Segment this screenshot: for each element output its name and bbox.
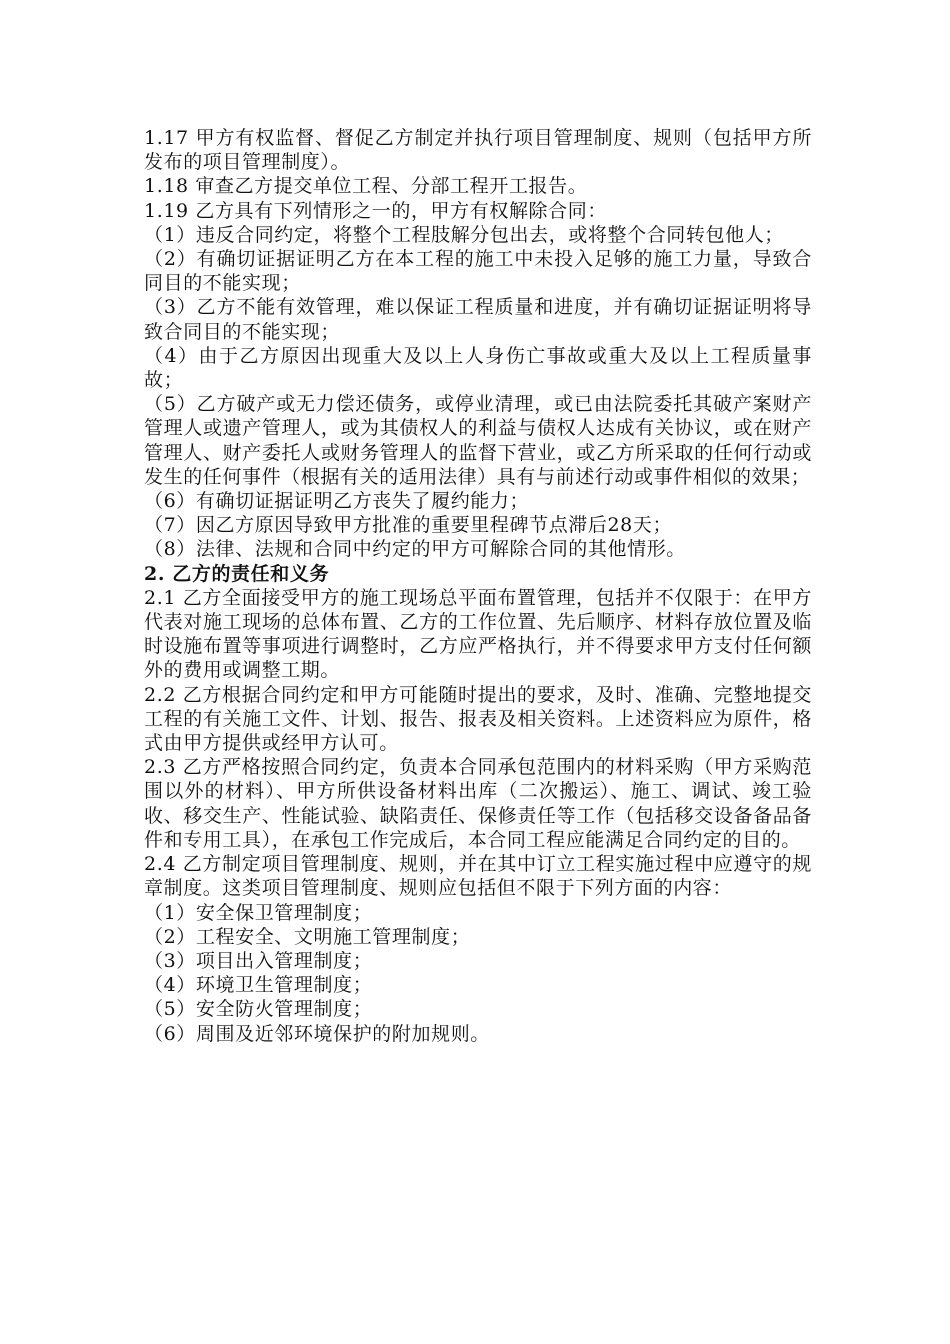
paragraph-2-4: 2.4 乙方制定项目管理制度、规则，并在其中订立工程实施过程中应遵守的规章制度。这类项目管理制度、规则应包括但不限于下列方面的内容：: [144, 853, 812, 900]
paragraph-1-17: 1.17 甲方有权监督、督促乙方制定并执行项目管理制度、规则（包括甲方所发布的项目管理制度）。: [144, 127, 812, 174]
list-item-2-4-6: （6）周围及近邻环境保护的附加规则。: [144, 1022, 490, 1045]
paragraph-2-2: 2.2 乙方根据合同约定和甲方可能随时提出的要求，及时、准确、完整地提交工程的有关施工文件、计划、报告、报表及相关资料。上述资料应为原件，格式由甲方提供或经甲方认可。: [144, 683, 812, 755]
paragraph-1-18: 1.18 审查乙方提交单位工程、分部工程开工报告。: [144, 175, 588, 198]
list-item-1-19-4: （4）由于乙方原因出现重大及以上人身伤亡事故或重大及以上工程质量事故；: [144, 344, 812, 392]
list-item-1-19-3: （3）乙方不能有效管理，难以保证工程质量和进度，并有确切证据证明将导致合同目的不能实现；: [144, 296, 812, 343]
list-item-2-4-5: （5）安全防火管理制度；: [144, 998, 373, 1021]
list-item-2-4-4: （4）环境卫生管理制度；: [144, 974, 373, 997]
list-item-1-19-6: （6）有确切证据证明乙方丧失了履约能力；: [144, 490, 530, 513]
list-item-1-19-7: （7）因乙方原因导致甲方批准的重要里程碑节点滞后28天；: [144, 514, 673, 537]
list-item-1-19-5: （5）乙方破产或无力偿还债务，或停业清理，或已由法院委托其破产案财产管理人或遗产管理人，或为其债权人的利益与债权人达成有关协议，或在财产管理人、财产委托人或财务管理人的监督下营业，或乙方所采取的任何行动或发生的任何事件（根据有关的适用法律）具有与前述行动或事件相似的效果；: [144, 393, 812, 488]
list-item-2-4-3: （3）项目出入管理制度；: [144, 949, 373, 972]
paragraph-1-19: 1.19 乙方具有下列情形之一的，甲方有权解除合同：: [144, 199, 607, 222]
list-item-1-19-8: （8）法律、法规和合同中约定的甲方可解除合同的其他情形。: [144, 538, 686, 561]
list-item-2-4-1: （1）安全保卫管理制度；: [144, 901, 373, 924]
list-item-2-4-2: （2）工程安全、文明施工管理制度；: [144, 925, 471, 948]
document-body: [144, 126, 812, 1046]
paragraph-2-1: 2.1 乙方全面接受甲方的施工现场总平面布置管理，包括并不仅限于：在甲方代表对施工现场的总体布置、乙方的工作位置、先后顺序、材料存放位置及临时设施布置等事项进行调整时，乙方应严格执行，并不得要求甲方支付任何额外的费用或调整工期。: [144, 586, 812, 682]
section-heading-2: 2. 乙方的责任和义务: [144, 562, 330, 585]
list-item-1-19-1: （1）违反合同约定，将整个工程肢解分包出去，或将整个合同转包他人；: [144, 223, 784, 246]
list-item-1-19-2: （2）有确切证据证明乙方在本工程的施工中未投入足够的施工力量，导致合同目的不能实现；: [144, 248, 812, 295]
paragraph-2-3: 2.3 乙方严格按照合同约定，负责本合同承包范围内的材料采购（甲方采购范围以外的材料）、甲方所供设备材料出库（二次搬运）、施工、调试、竣工验收、移交生产、性能试验、缺陷责任、保修责任等工作（包括移交设备备品备件和专用工具），在承包工作完成后，本合同工程应能满足合同约定的目的。: [144, 756, 812, 851]
